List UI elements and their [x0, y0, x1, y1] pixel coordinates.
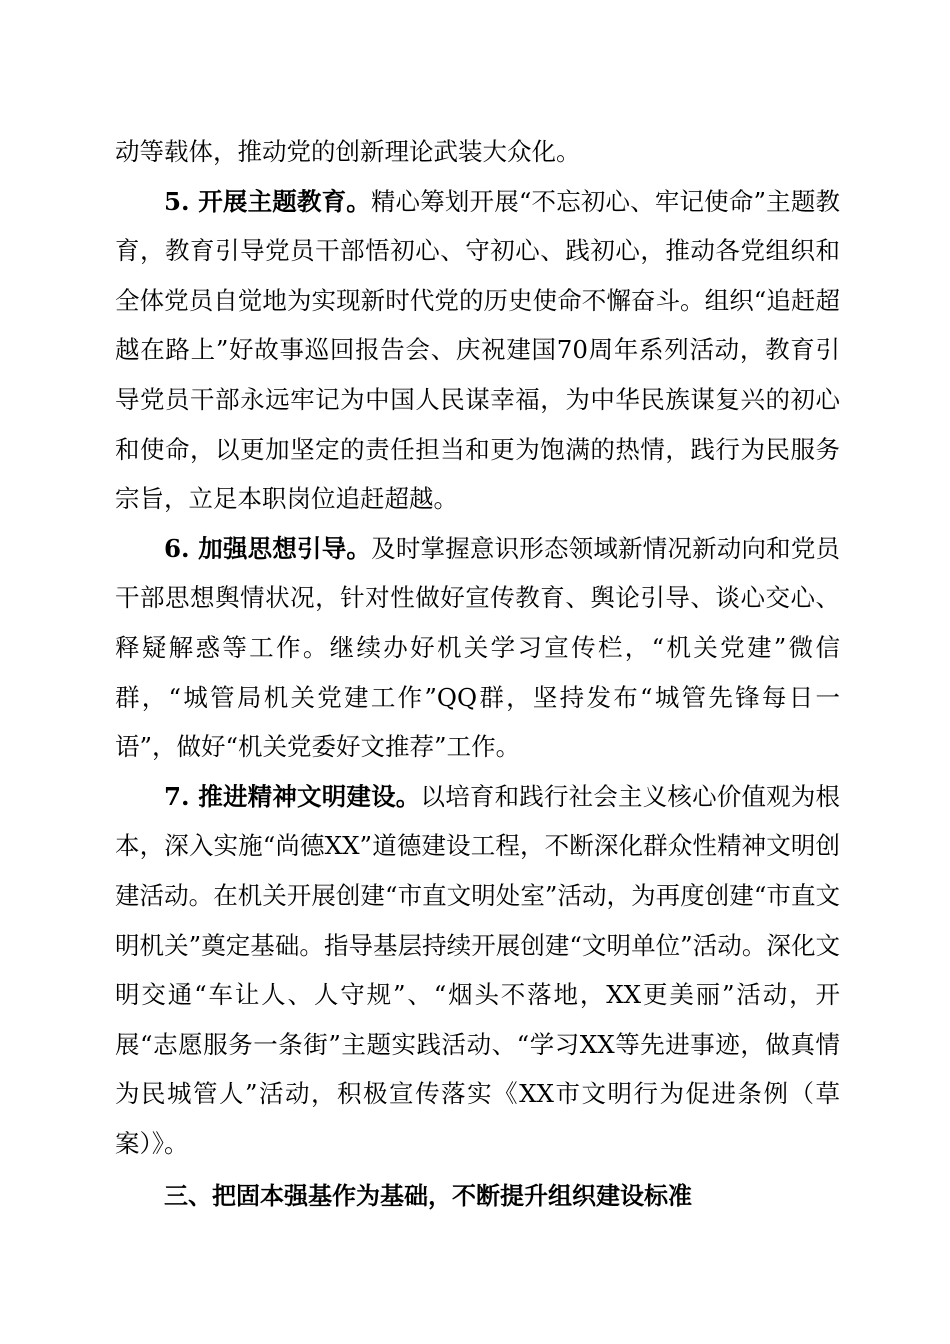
paragraph-theme-education	[115, 177, 840, 524]
paragraph-text: 及时掌握意识形态领域新情况新动向和党员干部思想舆情状况，针对性做好宣传教育、舆论引导、谈心交心、释疑解惑等工作。继续办好机关学习宣传栏，“机关党建”微信群，“城管局机关党建工作”QQ群，坚持发布“城管先锋每日一语”，做好“机关党委好文推荐”工作。	[115, 533, 841, 762]
section-heading: 三、把固本强基作为基础，不断提升组织建设标准	[164, 1182, 692, 1211]
paragraph-continuation	[115, 127, 840, 177]
document-body	[115, 127, 840, 1222]
paragraph-text: 动等载体，推动党的创新理论武装大众化。	[115, 137, 581, 166]
paragraph-lead: 5. 开展主题教育。	[164, 186, 371, 216]
paragraph-thought-guidance	[115, 524, 840, 772]
paragraph-civilization-building	[115, 772, 840, 1169]
paragraph-text: 精心筹划开展“不忘初心、牢记使命”主题教育，教育引导党员干部悟初心、守初心、践初心，推动各党组织和全体党员自觉地为实现新时代党的历史使命不懈奋斗。组织“追赶超越在路上”好故事巡回报告会、庆祝建国70周年系列活动，教育引导党员干部永远牢记为中国人民谋幸福，为中华民族谋复兴的初心和使命，以更加坚定的责任担当和更为饱满的热情，践行为民服务宗旨，立足本职岗位追赶超越。	[115, 186, 840, 514]
paragraph-lead: 6. 加强思想引导。	[164, 533, 372, 563]
paragraph-lead: 7. 推进精神文明建设。	[164, 781, 421, 811]
paragraph-text: 以培育和践行社会主义核心价值观为根本，深入实施“尚德XX”道德建设工程，不断深化群众性精神文明创建活动。在机关开展创建“市直文明处室”活动，为再度创建“市直文明机关”奠定基础。指导基层持续开展创建“文明单位”活动。深化文明交通“车让人、人守规”、“烟头不落地，XX更美丽”活动，开展“志愿服务一条街”主题实践活动、“学习XX等先进事迹，做真情为民城管人”活动，积极宣传落实《XX市文明行为促进条例（草案）》。	[115, 781, 841, 1158]
